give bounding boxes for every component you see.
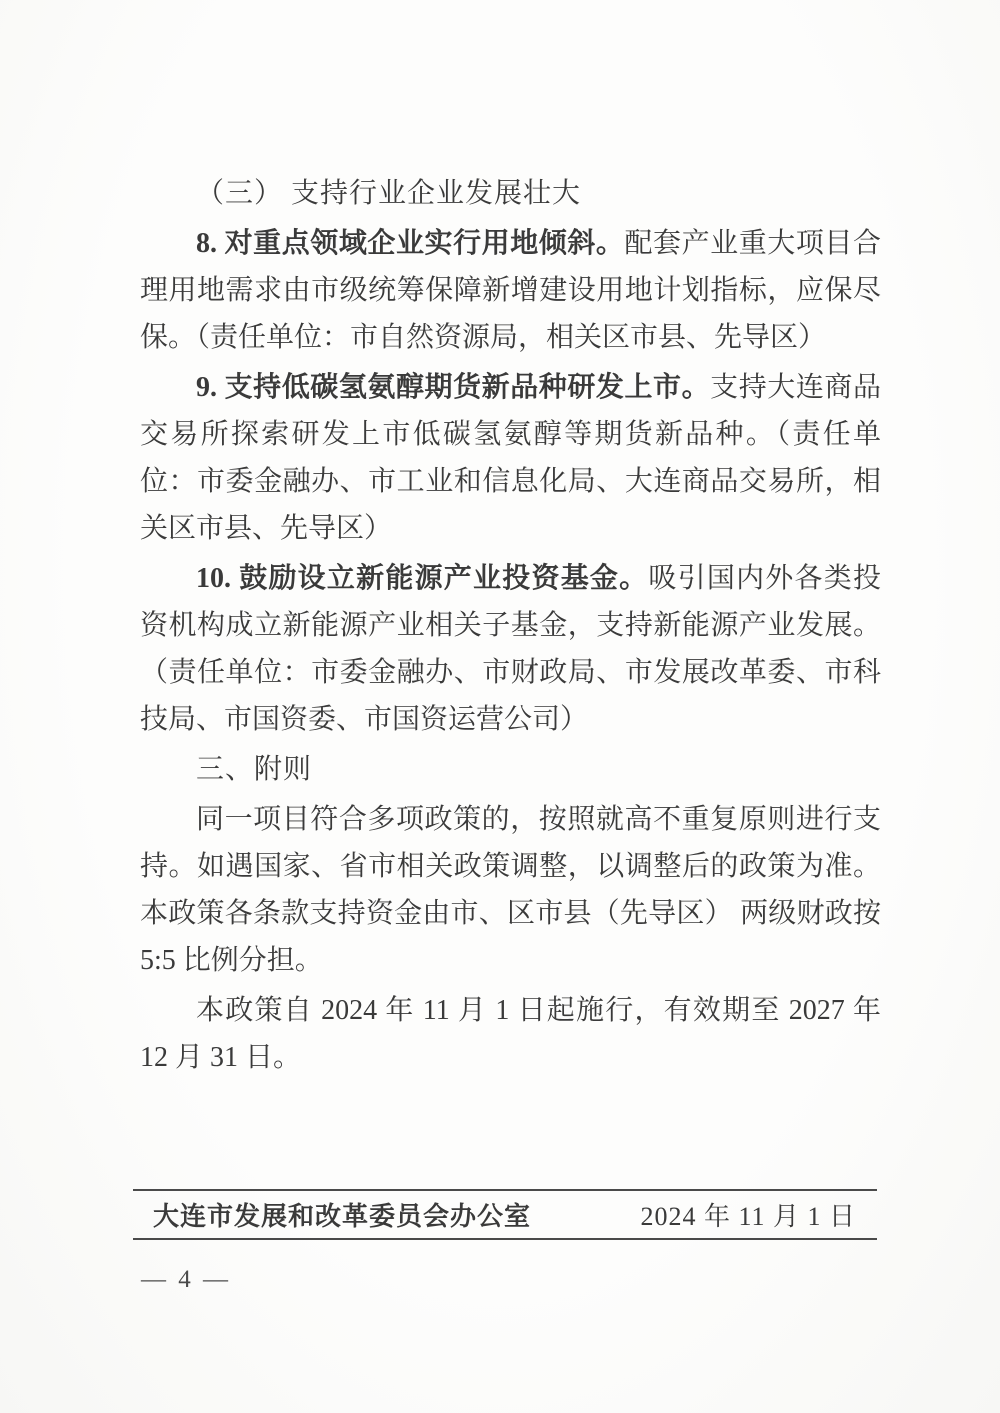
document-body (140, 170, 881, 1084)
policy-item-8-title: 8. 对重点领域企业实行用地倾斜。 (196, 228, 625, 259)
policy-item-9-body: 支持大连商品交易所探索研发上市低碳氢氨醇等期货新品种。（责任单位：市委金融办、市工业和信息化局、大连商品交易所，相关区市县、先导区） (140, 372, 881, 544)
section-heading-3: （三） 支持行业企业发展壮大 (196, 178, 582, 209)
policy-item-8-body: 配套产业重大项目合理用地需求由市级统筹保障新增建设用地计划指标，应保尽保。（责任单位：市自然资源局，相关区市县、先导区） (140, 228, 881, 353)
appendix-heading: 三、附则 (196, 754, 313, 785)
document-footer (133, 1189, 877, 1240)
page-number: — 4 — (141, 1266, 231, 1293)
issuing-office: 大连市发展和改革委员会办公室 (153, 1202, 532, 1231)
appendix-paragraph-validity: 本政策自 2024 年 11 月 1 日起施行，有效期至 2027 年 12 月 31 日。 (140, 995, 881, 1073)
footer-row (133, 1191, 877, 1238)
appendix-paragraph-rules: 同一项目符合多项政策的，按照就高不重复原则进行支持。如遇国家、省市相关政策调整，以调整后的政策为准。本政策各条款支持资金由市、区市县（先导区） 两级财政按 5:5 比例分担。 (140, 804, 881, 976)
issue-date: 2024 年 11 月 1 日 (640, 1202, 856, 1231)
policy-item-9 (140, 364, 881, 552)
policy-item-10 (140, 555, 881, 743)
policy-item-9-title: 9. 支持低碳氢氨醇期货新品种研发上市。 (196, 372, 711, 403)
policy-item-8 (140, 220, 881, 361)
footer-bottom-rule (133, 1238, 877, 1240)
policy-item-10-title: 10. 鼓励设立新能源产业投资基金。 (196, 563, 649, 594)
policy-item-10-body: 吸引国内外各类投资机构成立新能源产业相关子基金，支持新能源产业发展。（责任单位：市委金融办、市财政局、市发展改革委、市科技局、市国资委、市国资运营公司） (140, 563, 881, 735)
